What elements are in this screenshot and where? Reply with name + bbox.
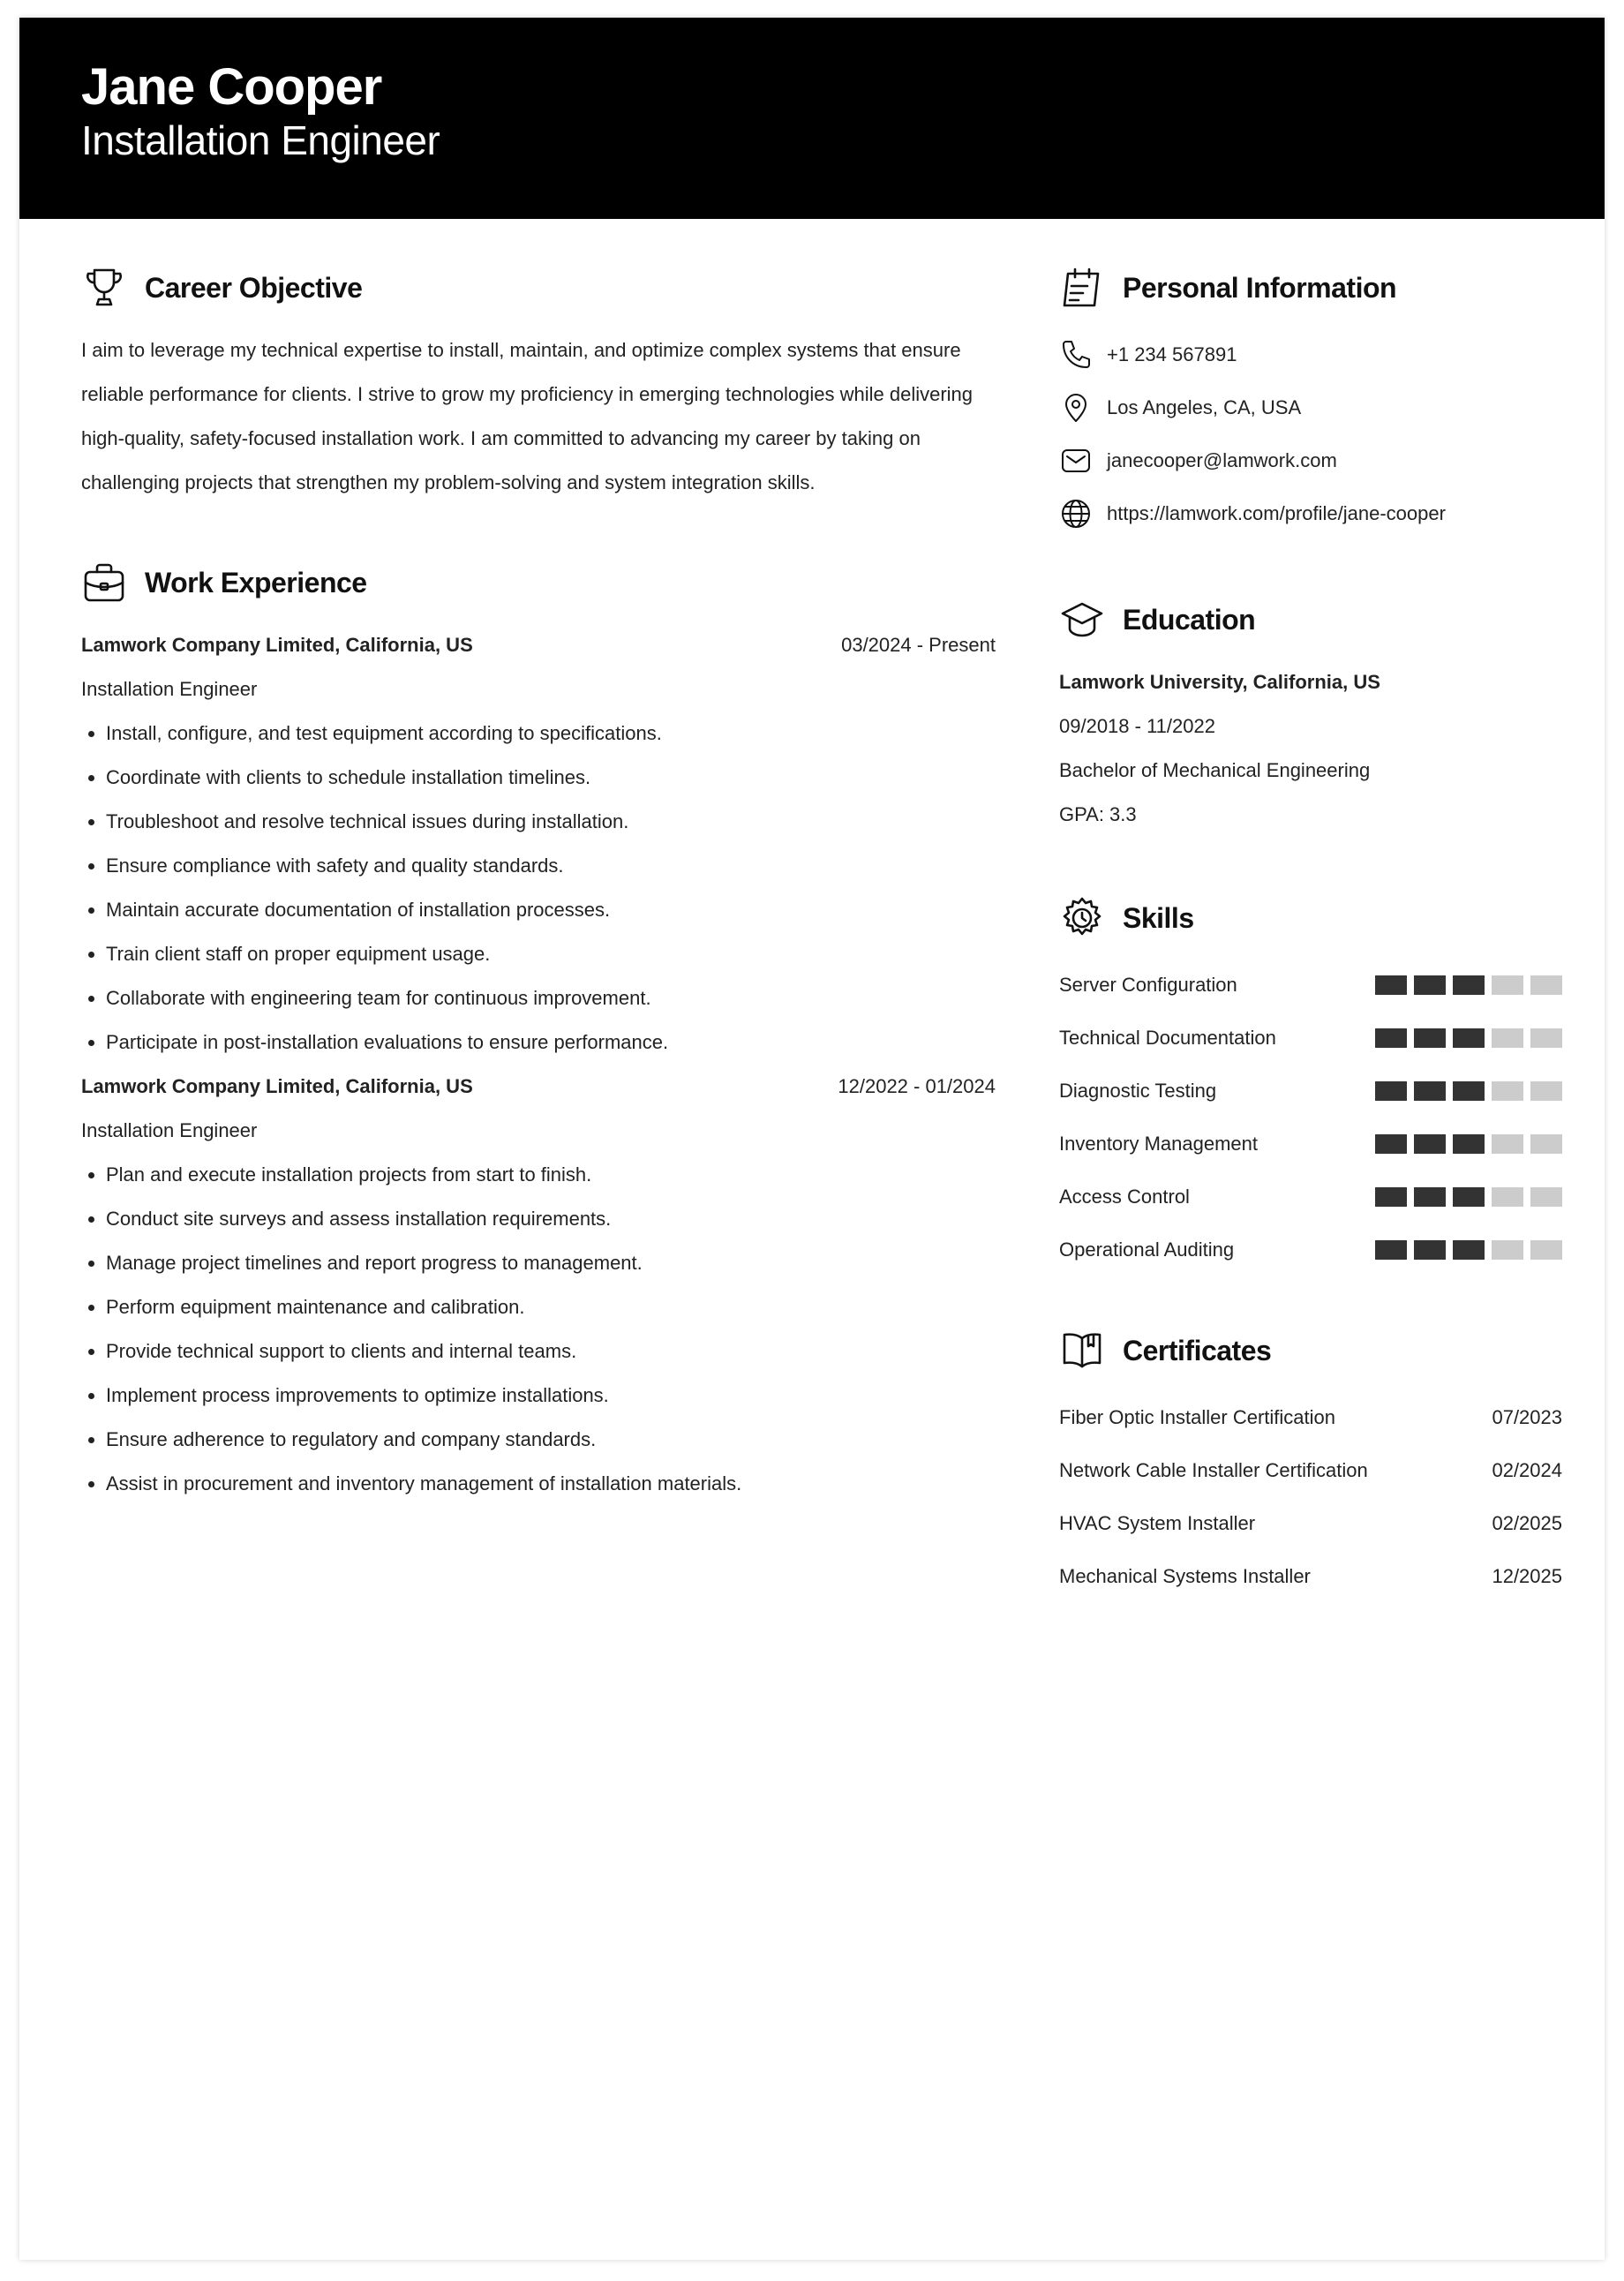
- job-entry: [81, 623, 996, 1065]
- gear-clock-icon: [1059, 895, 1105, 941]
- list-item: • Collaborate with engineering team for continuous improvement.: [106, 976, 996, 1020]
- skill-level-bar: [1492, 1134, 1523, 1154]
- certificate-name: Fiber Optic Installer Certification: [1059, 1406, 1335, 1428]
- skill-level-bar: [1375, 975, 1407, 995]
- skill-row: [1059, 959, 1562, 1012]
- list-item: • Participate in post-installation evaluations to ensure performance.: [106, 1020, 996, 1065]
- skill-level-bar: [1530, 975, 1562, 995]
- skill-level-bar: [1414, 975, 1446, 995]
- resume-header: [19, 18, 1605, 219]
- education-dates: 09/2018 - 11/2022: [1059, 715, 1215, 737]
- list-item: • Troubleshoot and resolve technical issues during installation.: [106, 800, 996, 844]
- skill-level-bar: [1530, 1028, 1562, 1048]
- list-item: • Plan and execute installation projects from start to finish.: [106, 1153, 996, 1197]
- skill-row: [1059, 1012, 1562, 1065]
- skill-level-bar: [1375, 1028, 1407, 1048]
- skill-level-bar: [1375, 1134, 1407, 1154]
- skill-name: Access Control: [1059, 1186, 1190, 1208]
- location-row: [1059, 381, 1562, 434]
- certificate-name: HVAC System Installer: [1059, 1512, 1256, 1534]
- skill-level-bar: [1375, 1081, 1407, 1101]
- calendar-note-icon: [1059, 265, 1105, 311]
- skill-level-bar: [1453, 975, 1485, 995]
- certificate-name: Mechanical Systems Installer: [1059, 1565, 1311, 1587]
- skill-level-bar: [1453, 1187, 1485, 1207]
- website-row: [1059, 487, 1562, 540]
- certificates-heading: Certificates: [1123, 1334, 1272, 1366]
- list-item: • Coordinate with clients to schedule installation timelines.: [106, 756, 996, 800]
- skill-name: Inventory Management: [1059, 1133, 1259, 1155]
- skill-level-meter: [1375, 1081, 1562, 1101]
- skill-level-bar: [1453, 1240, 1485, 1260]
- mail-icon: [1059, 444, 1093, 478]
- skill-level-bar: [1414, 1134, 1446, 1154]
- list-item: • Implement process improvements to optimize installations.: [106, 1374, 996, 1418]
- list-item: • Ensure adherence to regulatory and company standards.: [106, 1418, 996, 1462]
- skills-header: [1059, 893, 1562, 943]
- phone-icon: [1059, 338, 1093, 372]
- skill-level-bar: [1414, 1187, 1446, 1207]
- candidate-title: Installation Engineer: [81, 117, 440, 163]
- personal-info-header: [1059, 263, 1562, 312]
- education-degree: Bachelor of Mechanical Engineering: [1059, 759, 1371, 781]
- skill-level-bar: [1530, 1187, 1562, 1207]
- spacer: [1059, 837, 1562, 893]
- list-item: • Provide technical support to clients and internal teams.: [106, 1329, 996, 1374]
- list-item: • Assist in procurement and inventory management of installation materials.: [106, 1462, 996, 1506]
- skill-level-bar: [1530, 1134, 1562, 1154]
- right-column: [1059, 263, 1562, 1603]
- job-dates: 03/2024 - Present: [841, 634, 996, 656]
- certificate-name: Network Cable Installer Certification: [1059, 1459, 1368, 1481]
- book-icon: [1059, 1328, 1105, 1374]
- email-link[interactable]: janecooper@lamwork.com: [1107, 449, 1337, 471]
- certificate-date: 02/2025: [1492, 1512, 1562, 1534]
- certificate-date: 12/2025: [1492, 1565, 1562, 1587]
- skill-row: [1059, 1223, 1562, 1276]
- skill-level-meter: [1375, 1028, 1562, 1048]
- skill-level-bar: [1375, 1240, 1407, 1260]
- skill-level-bar: [1453, 1081, 1485, 1101]
- left-column: [81, 263, 996, 1506]
- spacer: [1059, 540, 1562, 595]
- career-objective-text: I aim to leverage my technical expertise to install, maintain, and optimize complex systems that ensure reliable performance for clients. I strive to grow my proficiency in emerging technologies while delivering high-quality, safety-focused installation work. I am committed to advancing my career by taking on challenging projects that strengthen my problem-solving and system integration skills.: [81, 339, 974, 493]
- job-dates: 12/2022 - 01/2024: [838, 1075, 996, 1097]
- list-item: • Install, configure, and test equipment according to specifications.: [106, 711, 996, 756]
- graduation-cap-icon: [1059, 597, 1105, 643]
- skills-heading: Skills: [1123, 901, 1194, 934]
- resume-page: [19, 18, 1605, 2260]
- job-header: [81, 1065, 996, 1109]
- skill-level-bar: [1492, 1028, 1523, 1048]
- education-heading: Education: [1123, 603, 1256, 636]
- list-item: [1059, 1550, 1562, 1603]
- globe-icon: [1059, 497, 1093, 531]
- skill-level-meter: [1375, 1240, 1562, 1260]
- list-item: [1059, 1497, 1562, 1550]
- skill-level-bar: [1453, 1134, 1485, 1154]
- job-role: Installation Engineer: [81, 1119, 258, 1141]
- career-objective-heading: Career Objective: [145, 271, 363, 304]
- certificates-list: [1059, 1391, 1562, 1603]
- phone-row: [1059, 328, 1562, 381]
- skill-name: Operational Auditing: [1059, 1238, 1235, 1261]
- job-duties: [81, 711, 996, 1065]
- job-company: Lamwork Company Limited, California, US: [81, 1075, 473, 1097]
- certificate-date: 02/2024: [1492, 1459, 1562, 1481]
- skill-level-bar: [1375, 1187, 1407, 1207]
- list-item: • Ensure compliance with safety and quality standards.: [106, 844, 996, 888]
- skill-level-bar: [1530, 1081, 1562, 1101]
- education-gpa: GPA: 3.3: [1059, 803, 1137, 825]
- education-entry: [1059, 660, 1562, 837]
- skill-level-bar: [1492, 1187, 1523, 1207]
- skill-name: Server Configuration: [1059, 974, 1237, 996]
- skill-row: [1059, 1065, 1562, 1118]
- certificate-date: 07/2023: [1492, 1406, 1562, 1428]
- skill-level-bar: [1492, 1081, 1523, 1101]
- skill-level-bar: [1453, 1028, 1485, 1048]
- skill-level-bar: [1492, 1240, 1523, 1260]
- trophy-icon: [81, 265, 127, 311]
- list-item: • Conduct site surveys and assess installation requirements.: [106, 1197, 996, 1241]
- education-header: [1059, 595, 1562, 644]
- list-item: • Train client staff on proper equipment usage.: [106, 932, 996, 976]
- list-item: • Perform equipment maintenance and calibration.: [106, 1285, 996, 1329]
- location-pin-icon: [1059, 391, 1093, 425]
- skill-level-meter: [1375, 1134, 1562, 1154]
- skill-level-bar: [1414, 1028, 1446, 1048]
- list-item: [1059, 1391, 1562, 1444]
- skill-level-meter: [1375, 975, 1562, 995]
- work-experience-header: [81, 558, 996, 607]
- skills-list: [1059, 959, 1562, 1276]
- job-company: Lamwork Company Limited, California, US: [81, 634, 473, 656]
- job-entry: [81, 1065, 996, 1506]
- spacer: [1059, 1276, 1562, 1326]
- personal-info-heading: Personal Information: [1123, 271, 1397, 304]
- career-objective-header: [81, 263, 996, 312]
- job-header: [81, 623, 996, 667]
- candidate-name: Jane Cooper: [81, 58, 382, 116]
- skill-row: [1059, 1171, 1562, 1223]
- list-item: • Manage project timelines and report progress to management.: [106, 1241, 996, 1285]
- location-text: Los Angeles, CA, USA: [1107, 396, 1302, 418]
- skill-name: Diagnostic Testing: [1059, 1080, 1217, 1102]
- briefcase-icon: [81, 560, 127, 606]
- skill-level-meter: [1375, 1187, 1562, 1207]
- skill-level-bar: [1530, 1240, 1562, 1260]
- list-item: [1059, 1444, 1562, 1497]
- skill-row: [1059, 1118, 1562, 1171]
- phone-number: +1 234 567891: [1107, 343, 1237, 365]
- skill-level-bar: [1414, 1081, 1446, 1101]
- work-experience-heading: Work Experience: [145, 566, 367, 598]
- certificates-header: [1059, 1326, 1562, 1375]
- skill-level-bar: [1414, 1240, 1446, 1260]
- job-duties: [81, 1153, 996, 1506]
- website-link[interactable]: https://lamwork.com/profile/jane-cooper: [1107, 502, 1446, 524]
- job-role: Installation Engineer: [81, 678, 258, 700]
- skill-name: Technical Documentation: [1059, 1027, 1276, 1049]
- list-item: • Maintain accurate documentation of installation processes.: [106, 888, 996, 932]
- education-school: Lamwork University, California, US: [1059, 671, 1380, 693]
- email-row: [1059, 434, 1562, 487]
- skill-level-bar: [1492, 975, 1523, 995]
